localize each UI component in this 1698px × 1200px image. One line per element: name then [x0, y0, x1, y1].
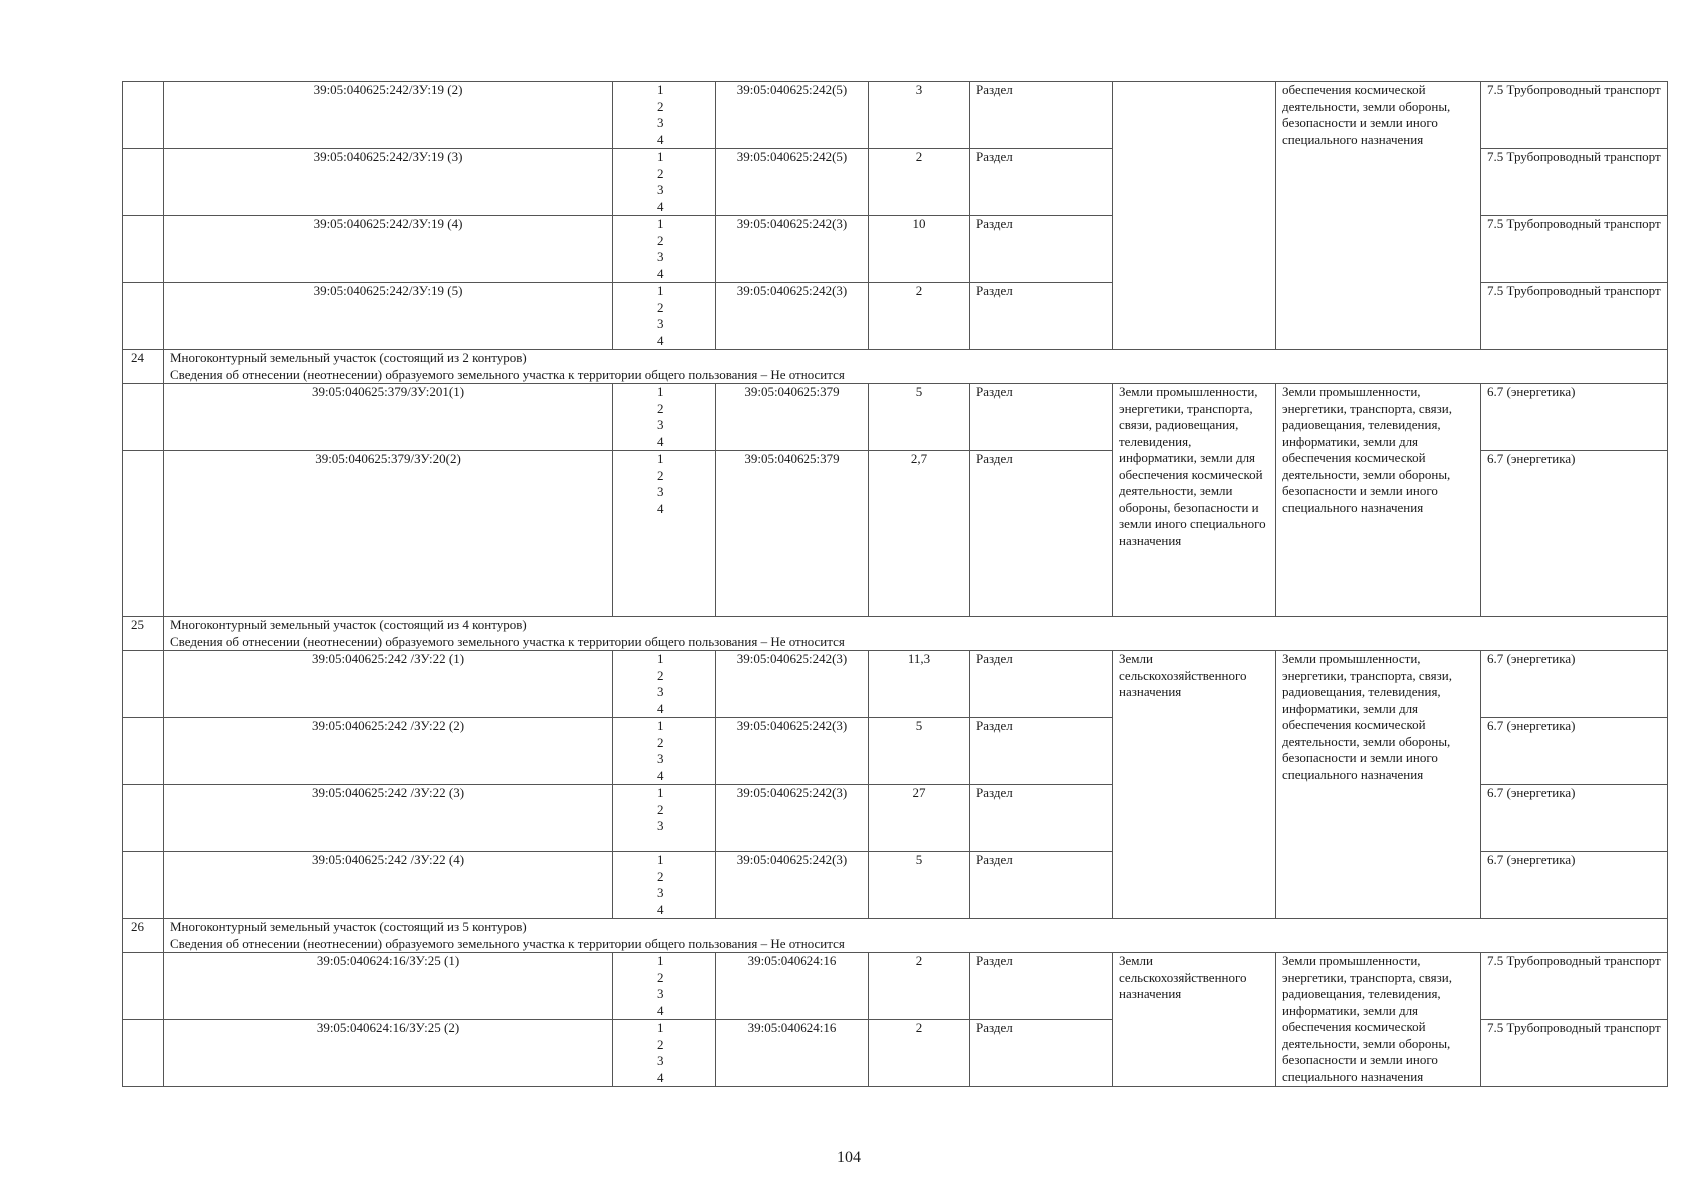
number-cell — [123, 149, 164, 216]
source-cell: 39:05:040625:242(3) — [716, 718, 869, 785]
designation-cell: 39:05:040625:379/ЗУ:20(2) — [164, 451, 613, 617]
designation-cell: 39:05:040625:242/ЗУ:19 (2) — [164, 82, 613, 149]
area-cell: 11,3 — [869, 651, 970, 718]
contours-cell: 1 2 3 4 — [613, 651, 716, 718]
contours-cell: 1 2 3 4 — [613, 451, 716, 617]
area-cell: 5 — [869, 718, 970, 785]
source-cell: 39:05:040625:379 — [716, 384, 869, 451]
target-category-cell: Земли промышленности, энергетики, транспорта, связи, радиовещания, телевидения, информатики, земли для обеспечения космической деятельности, земли обороны, безопасности и земли иного специального назначения — [1276, 953, 1481, 1087]
area-cell: 3 — [869, 82, 970, 149]
group-number: 26 — [123, 919, 164, 953]
group-public-note: Сведения об отнесении (неотнесении) образуемого земельного участка к территории общего пользования – Не относится — [170, 366, 845, 382]
method-cell: Раздел — [970, 785, 1113, 852]
contours-cell: 1 2 3 4 — [613, 852, 716, 919]
designation-cell: 39:05:040624:16/ЗУ:25 (2) — [164, 1020, 613, 1087]
designation-cell: 39:05:040625:242/ЗУ:19 (4) — [164, 216, 613, 283]
contours-cell: 1 2 3 4 — [613, 718, 716, 785]
permitted-use-cell: 7.5 Трубопроводный транспорт — [1481, 1020, 1668, 1087]
permitted-use-cell: 6.7 (энергетика) — [1481, 384, 1668, 451]
permitted-use-cell: 7.5 Трубопроводный транспорт — [1481, 82, 1668, 149]
area-cell: 2 — [869, 283, 970, 350]
group-public-note: Сведения об отнесении (неотнесении) образуемого земельного участка к территории общего пользования – Не относится — [170, 935, 845, 951]
number-cell — [123, 785, 164, 852]
contours-cell: 1 2 3 4 — [613, 953, 716, 1020]
group-description — [164, 919, 1668, 953]
number-cell — [123, 216, 164, 283]
number-cell — [123, 651, 164, 718]
group-description — [164, 350, 1668, 384]
target-category-cell: обеспечения космической деятельности, земли обороны, безопасности и земли иного специального назначения — [1276, 82, 1481, 350]
number-cell — [123, 384, 164, 451]
source-cell: 39:05:040624:16 — [716, 953, 869, 1020]
land-plots-table — [122, 81, 1668, 1087]
designation-cell: 39:05:040625:242/ЗУ:19 (5) — [164, 283, 613, 350]
contours-cell: 1 2 3 4 — [613, 1020, 716, 1087]
permitted-use-cell: 6.7 (энергетика) — [1481, 852, 1668, 919]
number-cell — [123, 718, 164, 785]
page-number: 104 — [837, 1149, 861, 1166]
group-public-note: Сведения об отнесении (неотнесении) образуемого земельного участка к территории общего пользования – Не относится — [170, 633, 845, 649]
source-cell: 39:05:040625:242(3) — [716, 283, 869, 350]
source-cell: 39:05:040625:242(3) — [716, 216, 869, 283]
permitted-use-cell: 7.5 Трубопроводный транспорт — [1481, 283, 1668, 350]
designation-cell: 39:05:040625:242 /ЗУ:22 (4) — [164, 852, 613, 919]
method-cell: Раздел — [970, 852, 1113, 919]
table-row — [123, 651, 1668, 718]
table-row — [123, 82, 1668, 149]
designation-cell: 39:05:040625:242 /ЗУ:22 (1) — [164, 651, 613, 718]
method-cell: Раздел — [970, 283, 1113, 350]
area-cell: 27 — [869, 785, 970, 852]
permitted-use-cell: 6.7 (энергетика) — [1481, 651, 1668, 718]
permitted-use-cell: 7.5 Трубопроводный транспорт — [1481, 149, 1668, 216]
source-cell: 39:05:040625:242(3) — [716, 852, 869, 919]
contours-cell: 1 2 3 4 — [613, 82, 716, 149]
table-row — [123, 384, 1668, 451]
number-cell — [123, 852, 164, 919]
designation-cell: 39:05:040624:16/ЗУ:25 (1) — [164, 953, 613, 1020]
method-cell: Раздел — [970, 384, 1113, 451]
contours-cell: 1 2 3 4 — [613, 283, 716, 350]
group-number: 24 — [123, 350, 164, 384]
permitted-use-cell: 6.7 (энергетика) — [1481, 718, 1668, 785]
designation-cell: 39:05:040625:242/ЗУ:19 (3) — [164, 149, 613, 216]
number-cell — [123, 451, 164, 617]
table-row — [123, 953, 1668, 1020]
source-category-cell: Земли промышленности, энергетики, транспорта, связи, радиовещания, телевидения, информатики, земли для обеспечения космической деятельности, земли обороны, безопасности и земли иного специального назначения — [1113, 384, 1276, 617]
source-category-cell: Земли сельскохозяйственного назначения — [1113, 651, 1276, 919]
method-cell: Раздел — [970, 82, 1113, 149]
source-category-cell: Земли сельскохозяйственного назначения — [1113, 953, 1276, 1087]
target-category-cell: Земли промышленности, энергетики, транспорта, связи, радиовещания, телевидения, информатики, земли для обеспечения космической деятельности, земли обороны, безопасности и земли иного специального назначения — [1276, 384, 1481, 617]
designation-cell: 39:05:040625:379/ЗУ:201(1) — [164, 384, 613, 451]
area-cell: 2 — [869, 149, 970, 216]
source-cell: 39:05:040625:242(3) — [716, 651, 869, 718]
designation-cell: 39:05:040625:242 /ЗУ:22 (3) — [164, 785, 613, 852]
method-cell: Раздел — [970, 216, 1113, 283]
area-cell: 2 — [869, 1020, 970, 1087]
source-cell: 39:05:040625:242(3) — [716, 785, 869, 852]
source-cell: 39:05:040625:379 — [716, 451, 869, 617]
designation-cell: 39:05:040625:242 /ЗУ:22 (2) — [164, 718, 613, 785]
group-header-row — [123, 919, 1668, 953]
permitted-use-cell: 6.7 (энергетика) — [1481, 785, 1668, 852]
group-header-row — [123, 617, 1668, 651]
contours-cell: 1 2 3 4 — [613, 216, 716, 283]
group-title: Многоконтурный земельный участок (состоящий из 5 контуров) — [170, 919, 527, 934]
method-cell: Раздел — [970, 1020, 1113, 1087]
group-title: Многоконтурный земельный участок (состоящий из 2 контуров) — [170, 350, 527, 365]
method-cell: Раздел — [970, 718, 1113, 785]
permitted-use-cell: 7.5 Трубопроводный транспорт — [1481, 953, 1668, 1020]
area-cell: 10 — [869, 216, 970, 283]
number-cell — [123, 283, 164, 350]
number-cell — [123, 82, 164, 149]
method-cell: Раздел — [970, 953, 1113, 1020]
method-cell: Раздел — [970, 651, 1113, 718]
permitted-use-cell: 7.5 Трубопроводный транспорт — [1481, 216, 1668, 283]
source-cell: 39:05:040625:242(5) — [716, 149, 869, 216]
source-cell: 39:05:040625:242(5) — [716, 82, 869, 149]
source-cell: 39:05:040624:16 — [716, 1020, 869, 1087]
method-cell: Раздел — [970, 149, 1113, 216]
permitted-use-cell: 6.7 (энергетика) — [1481, 451, 1668, 617]
area-cell: 5 — [869, 852, 970, 919]
number-cell — [123, 1020, 164, 1087]
target-category-cell: Земли промышленности, энергетики, транспорта, связи, радиовещания, телевидения, информатики, земли для обеспечения космической деятельности, земли обороны, безопасности и земли иного специального назначения — [1276, 651, 1481, 919]
group-header-row — [123, 350, 1668, 384]
source-category-cell — [1113, 82, 1276, 350]
area-cell: 2 — [869, 953, 970, 1020]
contours-cell: 1 2 3 — [613, 785, 716, 852]
area-cell: 5 — [869, 384, 970, 451]
group-number: 25 — [123, 617, 164, 651]
area-cell: 2,7 — [869, 451, 970, 617]
contours-cell: 1 2 3 4 — [613, 384, 716, 451]
contours-cell: 1 2 3 4 — [613, 149, 716, 216]
number-cell — [123, 953, 164, 1020]
method-cell: Раздел — [970, 451, 1113, 617]
group-title: Многоконтурный земельный участок (состоящий из 4 контуров) — [170, 617, 527, 632]
group-description — [164, 617, 1668, 651]
